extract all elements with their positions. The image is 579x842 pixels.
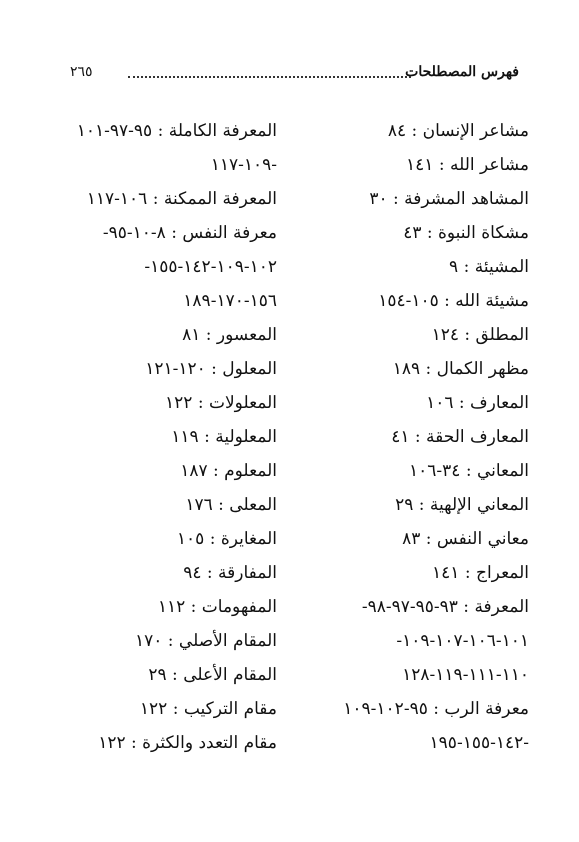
index-entry: ١٠٢-١٠٩-١٤٢-١٥٥-	[144, 257, 277, 277]
index-entry: المعاني : ٣٤-١٠٦	[409, 461, 529, 481]
index-entry: مشاعر الإنسان : ٨٤	[387, 121, 529, 141]
header-title: فهرس المصطلحات	[405, 64, 519, 80]
index-entry: مظهر الكمال : ١٨٩	[392, 359, 529, 379]
index-entry: معرفة النفس : ٨-١٠-٩٥-	[102, 223, 277, 243]
index-entry: ١٠١-١٠٦-١٠٧-١٠٩-	[396, 631, 529, 651]
index-entry: المعارف : ١٠٦	[426, 393, 529, 413]
index-entry: المعرفة : ٩٣-٩٥-٩٧-٩٨-	[361, 597, 529, 617]
page-number: ٢٦٥	[70, 64, 93, 80]
index-entry: مشيئة الله : ١٠٥-١٥٤	[378, 291, 529, 311]
index-column-left	[45, 114, 277, 760]
index-entry: المفهومات : ١١٢	[157, 597, 277, 617]
index-entry: المغايرة : ١٠٥	[176, 529, 277, 549]
index-entry: -١٤٢-١٥٥-١٩٥	[429, 733, 529, 753]
index-entry: المشاهد المشرفة : ٣٠	[369, 189, 529, 209]
index-entry: المعارف الحقة : ٤١	[391, 427, 529, 447]
index-entry: -١٠٩-١١٧	[210, 155, 277, 175]
index-entry: مشاعر الله : ١٤١	[406, 155, 529, 175]
running-header	[70, 60, 519, 84]
index-entry: المعرفة الكاملة : ٩٥-٩٧-١٠١	[76, 121, 277, 141]
index-entry: المعلى : ١٧٦	[185, 495, 277, 515]
index-entry: المقام الأعلى : ٢٩	[148, 665, 277, 685]
leader-dots	[128, 68, 411, 78]
index-entry: المطلق : ١٢٤	[431, 325, 529, 345]
index-entry: المقام الأصلي : ١٧٠	[134, 631, 277, 651]
index-entry: المعسور : ٨١	[182, 325, 277, 345]
index-entry: المعلول : ١٢٠-١٢١	[145, 359, 277, 379]
index-entry: معرفة الرب : ٩٥-١٠٢-١٠٩	[343, 699, 529, 719]
index-entry: المعلولية : ١١٩	[171, 427, 277, 447]
index-entry: مشكاة النبوة : ٤٣	[403, 223, 529, 243]
index-column-right	[297, 114, 529, 760]
index-entry: المشيئة : ٩	[449, 257, 529, 277]
index-entry: مقام التركيب : ١٢٢	[139, 699, 277, 719]
index-entry: المعراج : ١٤١	[432, 563, 529, 583]
index-entry: المعلوم : ١٨٧	[180, 461, 277, 481]
index-entry: المفارقة : ٩٤	[183, 563, 277, 583]
index-entry: مقام التعدد والكثرة : ١٢٢	[98, 733, 277, 753]
index-entry: معاني النفس : ٨٣	[402, 529, 529, 549]
index-entry: المعلولات : ١٢٢	[165, 393, 277, 413]
index-entry: ١١٠-١١١-١١٩-١٢٨	[402, 665, 529, 685]
index-entry: ١٥٦-١٧٠-١٨٩	[183, 291, 277, 311]
index-entry: المعاني الإلهية : ٢٩	[395, 495, 529, 515]
index-entry: المعرفة الممكنة : ١٠٦-١١٧	[86, 189, 277, 209]
